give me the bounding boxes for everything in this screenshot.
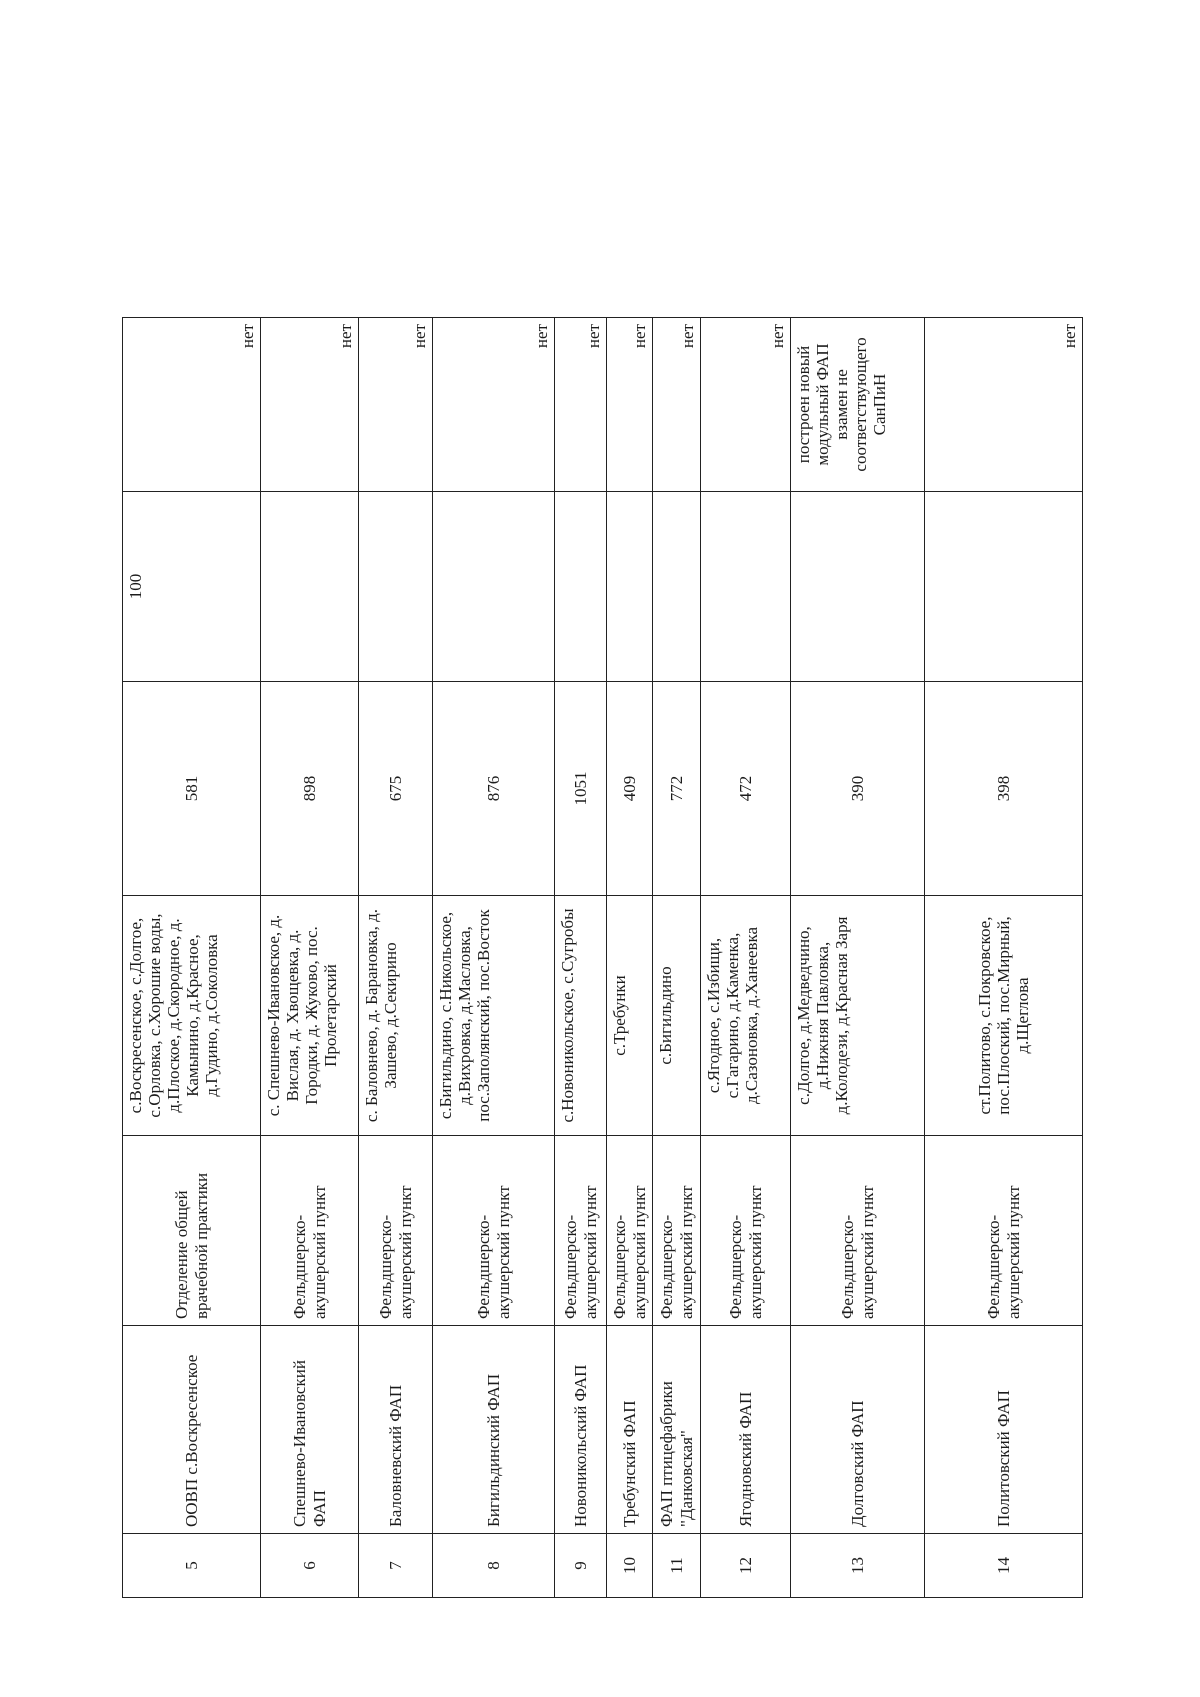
served-settlements: с.Воскресенское, с.Долгое, с.Орловка, с.Хорошие воды, д.Плоское, д.Скородное, д. Камынино, д.Красное, д.Гудино, д.Соколовка xyxy=(123,896,261,1136)
facility-name: ООВП с.Воскресенское xyxy=(123,1326,261,1534)
population: 409 xyxy=(607,682,653,896)
table-row xyxy=(607,318,653,1598)
facility-type: Фельдшерско-акушерский пункт xyxy=(791,1136,925,1326)
facility-type: Фельдшерско-акушерский пункт xyxy=(359,1136,433,1326)
facilities-table xyxy=(122,317,1083,1598)
percent: 100 xyxy=(123,492,261,682)
note: нет xyxy=(653,318,701,492)
population: 772 xyxy=(653,682,701,896)
facility-type: Фельдшерско-акушерский пункт xyxy=(653,1136,701,1326)
note: построен новый модульный ФАП взамен не соответствующего СанПиН xyxy=(791,318,925,492)
note: нет xyxy=(555,318,607,492)
row-number: 11 xyxy=(653,1534,701,1598)
population: 898 xyxy=(261,682,359,896)
row-number: 5 xyxy=(123,1534,261,1598)
percent xyxy=(359,492,433,682)
served-settlements: с.Требунки xyxy=(607,896,653,1136)
facility-type: Фельдшерско-акушерский пункт xyxy=(925,1136,1083,1326)
population: 876 xyxy=(433,682,555,896)
population: 675 xyxy=(359,682,433,896)
row-number: 13 xyxy=(791,1534,925,1598)
population: 398 xyxy=(925,682,1083,896)
facility-type: Фельдшерско-акушерский пункт xyxy=(555,1136,607,1326)
table-row xyxy=(791,318,925,1598)
population: 1051 xyxy=(555,682,607,896)
facility-name: Долговский ФАП xyxy=(791,1326,925,1534)
facility-name: Спешнево-Ивановский ФАП xyxy=(261,1326,359,1534)
facility-type: Фельдшерско-акушерский пункт xyxy=(261,1136,359,1326)
facility-type: Фельдшерско-акушерский пункт xyxy=(607,1136,653,1326)
facility-name: Ягодновский ФАП xyxy=(701,1326,791,1534)
served-settlements: с.Бигильдино, с.Никольское, д.Вихровка, д.Масловка, пос.Заполянский, пос.Восток xyxy=(433,896,555,1136)
served-settlements: ст.Политово, с.Покровское, пос.Плоский, пос.Мирный, д.Щеглова xyxy=(925,896,1083,1136)
population: 390 xyxy=(791,682,925,896)
rotated-table-container xyxy=(122,318,1082,1598)
facility-name: Баловневский ФАП xyxy=(359,1326,433,1534)
row-number: 14 xyxy=(925,1534,1083,1598)
percent xyxy=(653,492,701,682)
note: нет xyxy=(359,318,433,492)
row-number: 12 xyxy=(701,1534,791,1598)
row-number: 6 xyxy=(261,1534,359,1598)
table-row xyxy=(261,318,359,1598)
percent xyxy=(261,492,359,682)
table-row xyxy=(925,318,1083,1598)
served-settlements: с.Бигильдино xyxy=(653,896,701,1136)
facility-type: Отделение общей врачебной практики xyxy=(123,1136,261,1326)
facility-name: Бигильдинский ФАП xyxy=(433,1326,555,1534)
percent xyxy=(433,492,555,682)
population: 472 xyxy=(701,682,791,896)
facility-name: Требунский ФАП xyxy=(607,1326,653,1534)
facility-name: ФАП птицефабрики "Данковская" xyxy=(653,1326,701,1534)
note: нет xyxy=(433,318,555,492)
facility-name: Новоникольский ФАП xyxy=(555,1326,607,1534)
percent xyxy=(555,492,607,682)
table-row xyxy=(701,318,791,1598)
facility-name: Политовский ФАП xyxy=(925,1326,1083,1534)
facility-type: Фельдшерско-акушерский пункт xyxy=(433,1136,555,1326)
percent xyxy=(607,492,653,682)
table-row xyxy=(359,318,433,1598)
served-settlements: с.Ягодное, с.Избищи, с.Гагарино, д.Каменка, д.Сазоновка, д.Ханеевка xyxy=(701,896,791,1136)
served-settlements: с. Спешнево-Ивановское, д. Вислая, д. Хвощевка, д. Городки, д. Жуково, пос. Пролетарский xyxy=(261,896,359,1136)
percent xyxy=(791,492,925,682)
note: нет xyxy=(701,318,791,492)
note: нет xyxy=(607,318,653,492)
table-row xyxy=(123,318,261,1598)
table-row xyxy=(653,318,701,1598)
row-number: 9 xyxy=(555,1534,607,1598)
population: 581 xyxy=(123,682,261,896)
percent xyxy=(701,492,791,682)
percent xyxy=(925,492,1083,682)
served-settlements: с.Новоникольское, с.Сугробы xyxy=(555,896,607,1136)
note: нет xyxy=(123,318,261,492)
table-row xyxy=(433,318,555,1598)
row-number: 10 xyxy=(607,1534,653,1598)
row-number: 8 xyxy=(433,1534,555,1598)
note: нет xyxy=(261,318,359,492)
served-settlements: с.Долгое, д.Медведчино, д.Нижняя Павловка, д.Колодези, д.Красная Заря xyxy=(791,896,925,1136)
served-settlements: с. Баловнево, д. Барановка, д. Зашево, д.Секирино xyxy=(359,896,433,1136)
facility-type: Фельдшерско-акушерский пункт xyxy=(701,1136,791,1326)
note: нет xyxy=(925,318,1083,492)
row-number: 7 xyxy=(359,1534,433,1598)
table-row xyxy=(555,318,607,1598)
